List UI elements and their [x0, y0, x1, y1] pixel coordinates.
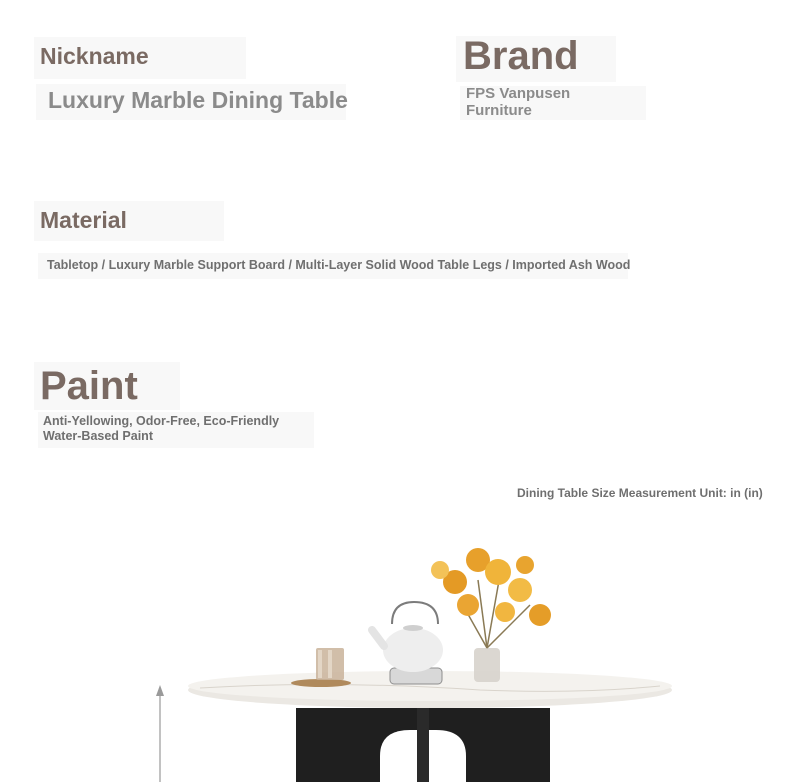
paint-value: Anti-Yellowing, Odor-Free, Eco-Friendly Water-Based Paint [43, 414, 280, 443]
material-value: Tabletop / Luxury Marble Support Board / Multi-Layer Solid Wood Table Legs / Imported Ash Wood [47, 258, 631, 272]
material-label: Material [40, 207, 127, 233]
size-measurement-note: Dining Table Size Measurement Unit: in (in) [517, 486, 763, 500]
height-dimension-arrow-icon [156, 685, 164, 782]
brand-value: FPS Vanpusen Furniture [466, 85, 571, 119]
flower-vase [431, 548, 551, 682]
nickname-value: Luxury Marble Dining Table [48, 87, 348, 113]
nickname-label: Nickname [40, 43, 149, 69]
table-legs [296, 708, 550, 782]
brand-label: Brand [463, 34, 579, 78]
paint-label: Paint [40, 364, 138, 408]
dining-table-image [0, 520, 790, 782]
glass-cup [291, 648, 351, 687]
